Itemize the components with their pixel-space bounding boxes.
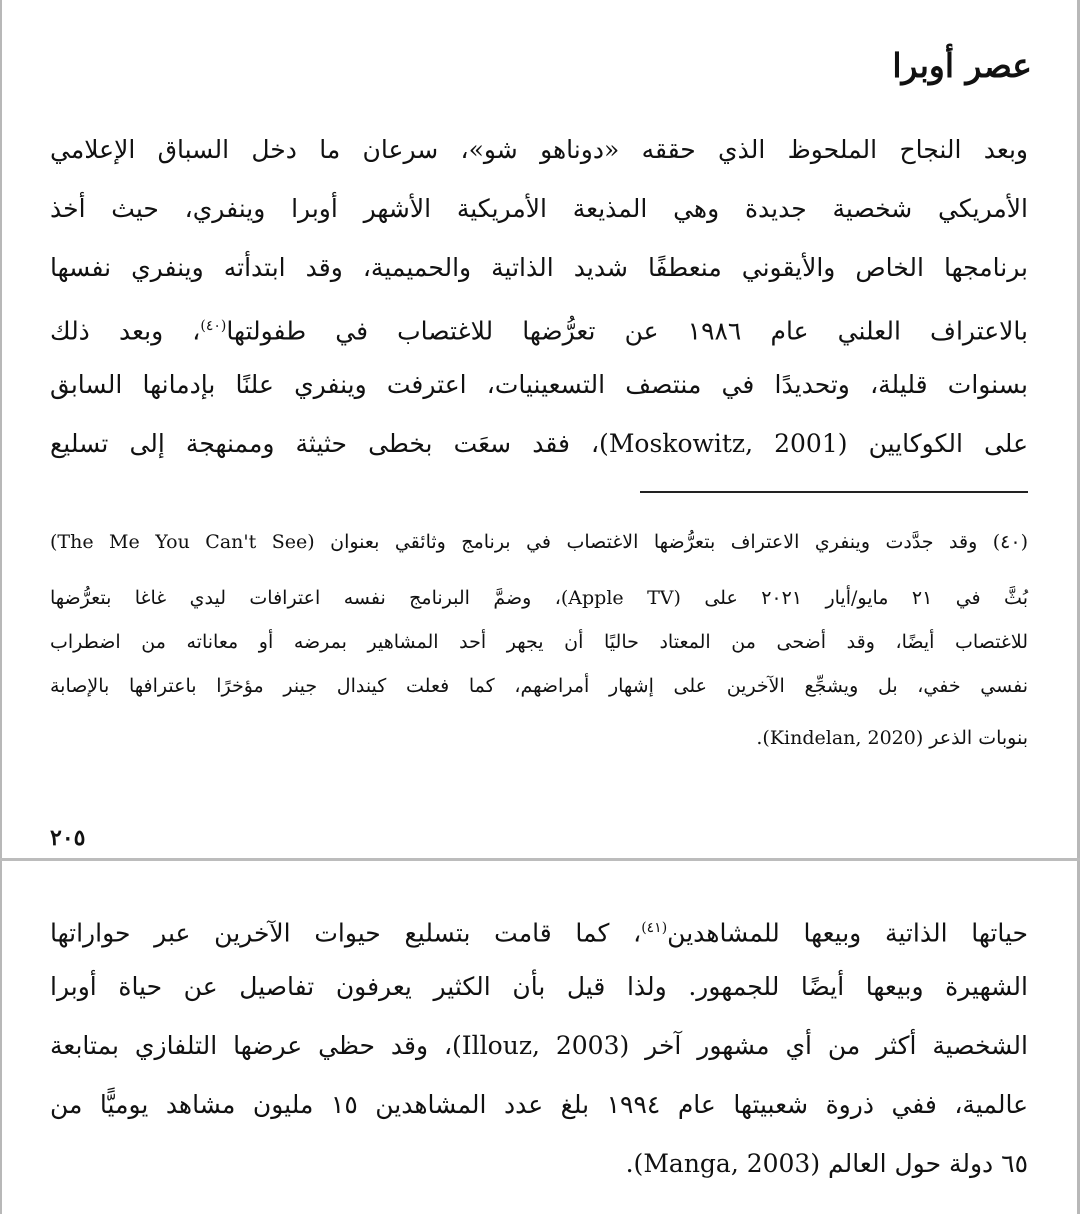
page-number: ٢٠٥ — [50, 825, 86, 851]
paragraph-line: بسنوات قليلة، وتحديدًا في منتصف التسعينيات، اعترفت وينفري علنًا بإدمانها السابق — [50, 370, 1028, 399]
footnote-line: نفسي خفي، بل ويشجِّع الآخرين على إشهار أمراضهم، كما فعلت كيندال جينر مؤخرًا باعترافها بالإصابة — [50, 675, 1028, 697]
paragraph-line: ٦٥ دولة حول العالم (Manga, 2003). — [625, 1149, 1028, 1178]
paragraph-line-with-footnote — [50, 908, 1028, 948]
footnote-ref-40[interactable]: (٤٠) — [200, 318, 227, 334]
paragraph-line: عالمية، ففي ذروة شعبيتها عام ١٩٩٤ بلغ عدد المشاهدين ١٥ مليون مشاهد يوميًّا من — [50, 1090, 1028, 1119]
paragraph-line: برنامجها الخاص والأيقوني منعطفًا شديد الذاتية والحميمية، وقد ابتدأته وينفري نفسها — [50, 253, 1028, 282]
paragraph-line: الشهيرة وبيعها أيضًا للجمهور. ولذا قيل بأن الكثير يعرفون تفاصيل عن حياة أوبرا — [50, 972, 1028, 1001]
paragraph-line-text: بالاعتراف العلني عام ١٩٨٦ عن تعرُّضها للاغتصاب في طفولتها — [226, 316, 1028, 346]
paragraph-line: على الكوكايين (Moskowitz, 2001)، فقد سعَت بخطى حثيثة وممنهجة إلى تسليع — [50, 429, 1029, 458]
paragraph-line-text: حياتها الذاتية وبيعها للمشاهدين — [667, 918, 1028, 948]
paragraph-line: الأمريكي شخصية جديدة وهي المذيعة الأمريكية الأشهر أوبرا وينفري، حيث أخذ — [50, 194, 1028, 223]
book-page-next — [0, 861, 1080, 1214]
paragraph-line: وبعد النجاح الملحوظ الذي حققه «دوناهو شو»، سرعان ما دخل السباق الإعلامي — [50, 135, 1028, 164]
section-heading: عصر أوبرا — [892, 46, 1032, 85]
footnote-ref-41[interactable]: (٤١) — [641, 920, 668, 936]
paragraph-line-with-footnote — [50, 306, 1028, 346]
paragraph-line-tail: ، وبعد ذلك — [50, 316, 201, 346]
paragraph-line-tail: ، كما قامت بتسليع حيوات الآخرين عبر حواراتها — [50, 918, 642, 948]
footnote-separator — [640, 491, 1028, 493]
footnote-line: بنوبات الذعر (Kindelan, 2020). — [756, 727, 1028, 749]
footnote-line: (٤٠) وقد جدَّدت وينفري الاعتراف بتعرُّضها الاغتصاب في برنامج وثائقي بعنوان (The Me You Can't See) — [50, 531, 1028, 553]
footnote-line: للاغتصاب أيضًا، وقد أضحى من المعتاد حاليًا أن يجهر أحد المشاهير بمرضه أو معاناته من اضطراب — [50, 631, 1028, 653]
paragraph-line: الشخصية أكثر من أي مشهور آخر (Illouz, 2003)، وقد حظي عرضها التلفازي بمتابعة — [50, 1031, 1028, 1060]
footnote-line: بُثَّ في ٢١ مايو/أيار ٢٠٢١ على (Apple TV)، وضمَّ البرنامج نفسه اعترافات ليدي غاغا بتعرُّضها — [50, 587, 1028, 609]
